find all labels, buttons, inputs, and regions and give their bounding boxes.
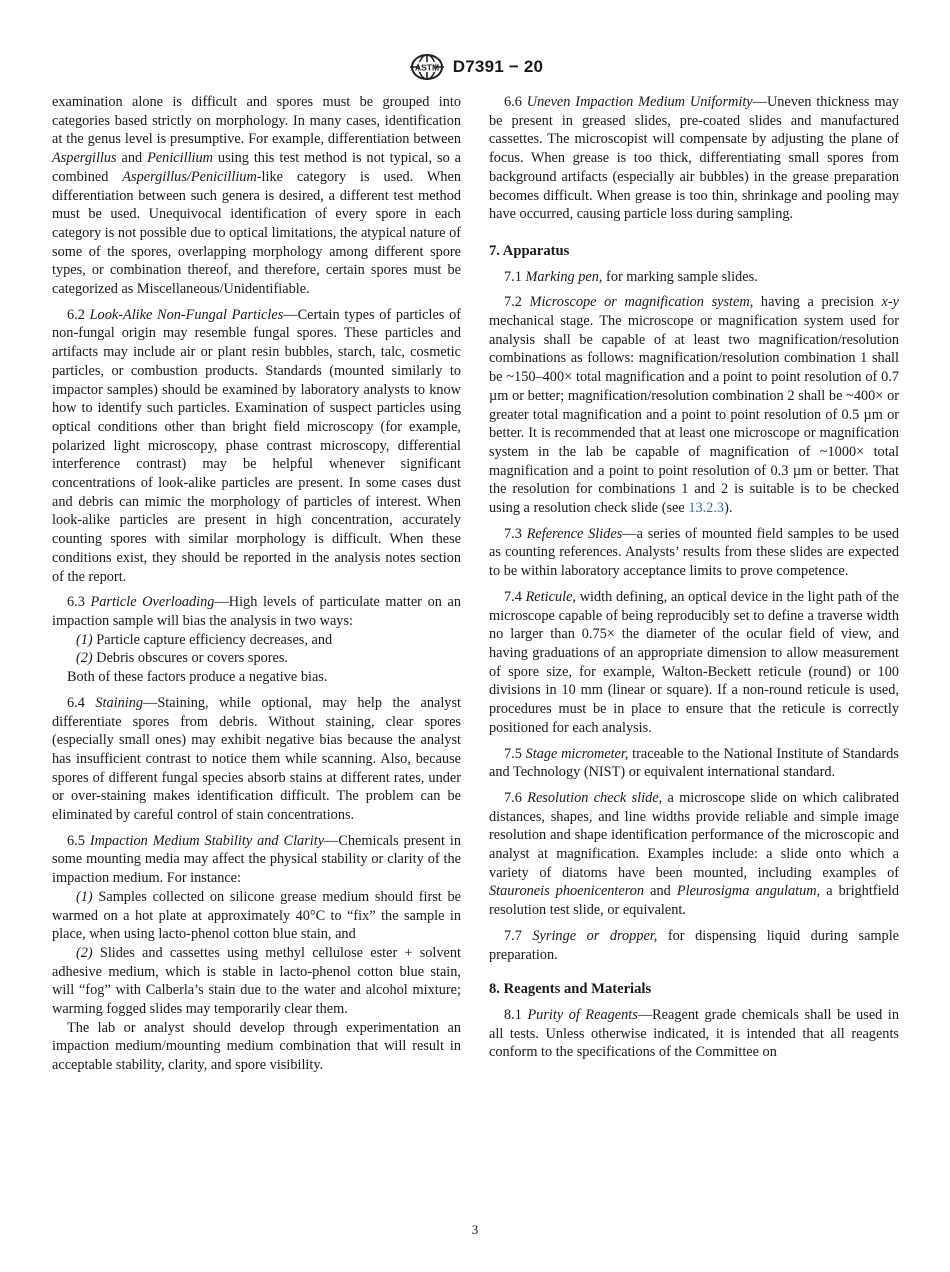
section-6-3-conclusion: Both of these factors produce a negative bias.: [67, 669, 328, 686]
section-8-1: 8.1 Purity of Reagents—Reagent grade chemicals shall be used in all tests. Unless otherwise indicated, it is intended that all reagents conform to the specifications of the Committee on: [489, 1006, 899, 1061]
section-7-5: 7.5 Stage micrometer, traceable to the National Institute of Standards and Technology (NIST) or equivalent international standard.: [489, 745, 899, 781]
section-6-5-item-2: (2) Slides and cassettes using methyl cellulose ester + solvent adhesive medium, which is stable in lacto-phenol cotton blue stain, will “fog” with Calberla’s stain due to the water and alcohol mixture; warming fogged slides may temporarily clear them.: [52, 944, 461, 1018]
section-7-4: 7.4 Reticule, width defining, an optical device in the light path of the microscope capable of being reproducibly set to define a traverse width no larger than 0.75× the diameter of the ocular field of view, and having graduations of an appropriate dimension to allow measurement of spore size, for example, Walton-Beckett reticule (round) or 100 divisions in 10 mm (linear or square). If a non-round reticule is used, procedures must be in place to ensure that the reticule is correctly positioned for each analysis.: [489, 588, 899, 736]
section-6-2: 6.2 Look-Alike Non-Fungal Particles—Certain types of particles of non-fungal origin may resemble fungal spores. These particles and artifacts may include air or plant resin bubbles, starch, talc, cosmetic particles, or combustion products. Standards (mounted similarly to impactor samples) should be examined by laboratory analysts to know how to identify such particles. Examination of suspect particles using optical conditions other than bright field microscopy (for example, polarized light microscopy, phase contrast microscopy, differential interference contrast) may be helpful whenever significant concentrations of look-alike particles are present. In some cases dust and debris can mimic the morphology of particles of interest. When look-alike particles are present in high concentration, accurately counting spores with similar morphology is difficult. When these conditions exist, they should be reported in the analysis notes section of the report.: [52, 306, 461, 585]
section-7-heading: 7. Apparatus: [489, 242, 570, 259]
paragraph-continued: examination alone is difficult and spores must be grouped into categories based strictly on morphology. In many cases, identification at the genus level is presumptive. For example, differentiation between Aspergillus and Penicillium using this test method is not typical, so a combined Aspergillus/Penicillium-like category is used. When differentiation between such genera is desired, a different test method must be used. Unequivocal identification of every spore in each category is not possible due to optical limitations, the atypical nature of some of the spores, overlapping morphology among different spore types, or combination thereof, and therefore, certain spores must be categorized as Miscellaneous/Unidentifiable.: [52, 94, 462, 298]
svg-text:ASTM: ASTM: [414, 62, 439, 73]
section-7-6: 7.6 Resolution check slide, a microscope slide on which calibrated distances, shapes, and line widths provide reliable and simple image resolution and shape identification performance of the microscopic and analyst at magnification. Examples include: a slide onto which a variety of diatoms have been mounted, including examples of Stauroneis phoenicenteron and Pleurosigma angulatum, a brightfield resolution test slide, or equivalent.: [489, 789, 900, 919]
section-6-5: 6.5 Impaction Medium Stability and Clarity—Chemicals present in some mounting media may affect the physical stability or clarity of the impaction medium. For instance:: [52, 832, 461, 887]
section-13-2-3-link[interactable]: 13.2.3: [688, 500, 725, 517]
section-6-5-item-1: (1) Samples collected on silicone grease medium should first be warmed on a hot plate at approximately 40°C to “fix” the sample in place, when using lacto-phenol cotton blue stain, and: [52, 888, 461, 943]
standard-designation: D7391 − 20: [452, 57, 544, 76]
section-7-2: 7.2 Microscope or magnification system, having a precision x-y mechanical stage. The microscope or magnification system used for analysis shall be capable of at least two magnification/resolution combinations as follows: magnification/resolution combination 1 shall be ~150–400× total magnification and a point to point resolution of 0.7 µm or better; magnification/resolution combination 2 shall be ~400× or greater total magnification and a point to point resolution of 0.5 µm or better. It is recommended that at least one microscope or magnification system in the lab be capable of magnification of ~1000× total magnification and a point to point resolution of 0.3 µm or better. That the resolution for combinations 1 and 2 is suitable is to be checked using a resolution check slide (see 13.2.3).: [489, 294, 899, 517]
section-6-4: 6.4 Staining—Staining, while optional, may help the analyst differentiate spores from debris. Without staining, clear spores (especially small ones) may exhibit negative bias because the analyst has insufficient contrast to notice them while scanning. Also, because spores of different fungal species absorb stains at different rates, under or over-staining makes identification difficult. The problem can be eliminated by careful control of stain concentrations.: [52, 694, 461, 824]
astm-logo-icon: [407, 52, 447, 82]
section-6-3-item-1: (1) Particle capture efficiency decreases, and: [76, 631, 333, 648]
right-column: [489, 93, 899, 1069]
section-7-1: 7.1 Marking pen, for marking sample slides.: [504, 268, 758, 285]
section-7-3: 7.3 Reference Slides—a series of mounted field samples to be used as counting references. Analysts’ results from these slides are expected to be within laboratory acceptance limits to prove competence.: [489, 525, 900, 580]
section-6-6: 6.6 Uneven Impaction Medium Uniformity—Uneven thickness may be present in greased slides, pre-coated slides and manufactured cassettes. The microscopist will compensate by adjusting the plane of focus. When grease is too thick, differentiating small spores from background artifacts (especially air bubbles) in the grease preparation becomes difficult. When grease is too thin, shrinkage and pooling may have occurred, causing particle loss during sampling.: [489, 94, 899, 223]
section-8-heading: 8. Reagents and Materials: [489, 981, 652, 998]
page-number: 3: [471, 1222, 479, 1237]
page-header: [0, 52, 950, 86]
left-column: [52, 93, 461, 1082]
section-6-3-item-2: (2) Debris obscures or covers spores.: [76, 650, 289, 667]
section-6-5-conclusion: The lab or analyst should develop through experimentation an impaction medium/mounting medium combination that will result in acceptable stability, clarity, and spore visibility.: [52, 1019, 461, 1074]
section-7-7: 7.7 Syringe or dropper, for dispensing liquid during sample preparation.: [489, 927, 900, 963]
section-6-3: 6.3 Particle Overloading—High levels of particulate matter on an impaction sample will bias the analysis in two ways:: [52, 594, 461, 629]
